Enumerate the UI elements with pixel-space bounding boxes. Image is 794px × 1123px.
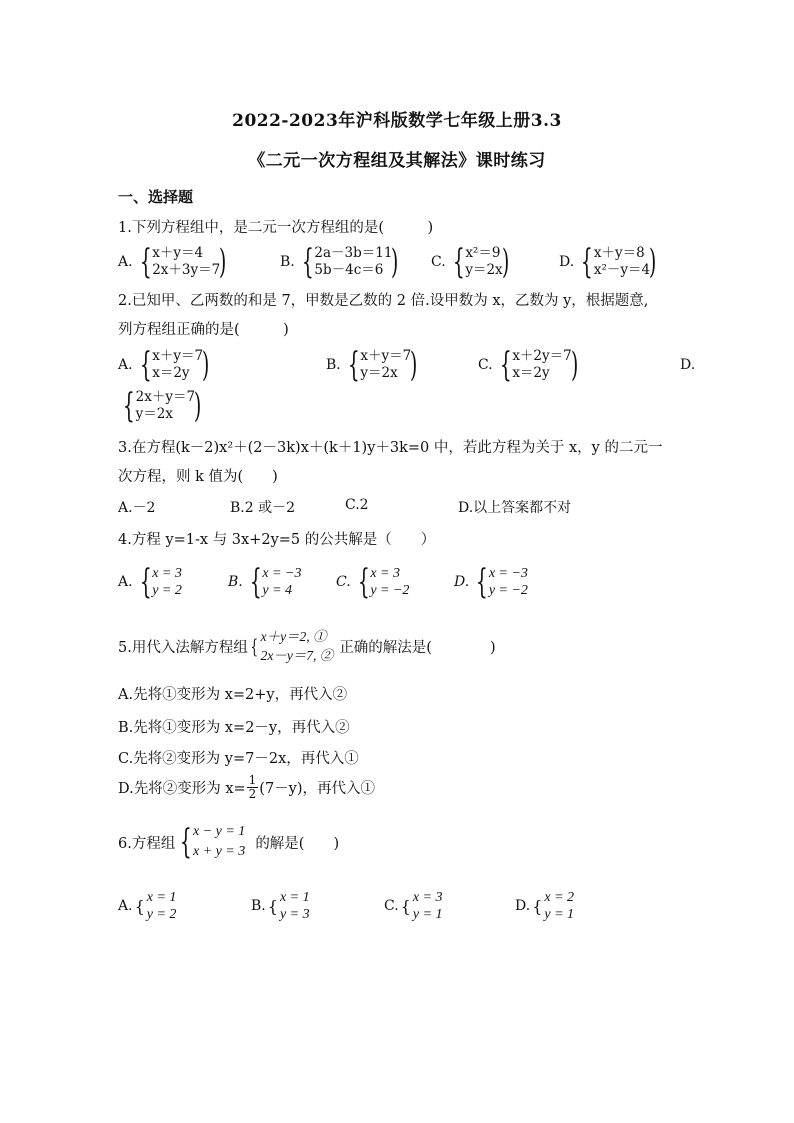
equation-system: { x = 3 y = 1 xyxy=(400,890,443,922)
equation-system: { x＋y＝7 x＝2y ) xyxy=(139,345,210,385)
equation-system: { x = 2 y = 1 xyxy=(532,890,575,922)
q1-options xyxy=(118,242,718,282)
q4-option-c: C. { x = 3 y = −2 xyxy=(336,562,410,602)
q2-option-a: A. { x＋y＝7 x＝2y ) xyxy=(118,345,212,385)
q2-stem-line-1: 2.已知甲、乙两数的和是 7，甲数是乙数的 2 倍.设甲数为 x，乙数为 y，根据题意, xyxy=(118,293,649,309)
q3-stem-line-2: 次方程，则 k 值为( ) xyxy=(118,469,278,485)
equation-system: { x = −3 y = 4 xyxy=(249,562,302,602)
equation-system: { x＋y＝4 2x＋3y＝7 ) xyxy=(139,242,227,282)
q4-option-b: B. { x = −3 y = 4 xyxy=(228,562,302,602)
equation-system: { x＋y＝7 y＝2x ) xyxy=(347,345,418,385)
q4-stem: 4.方程 y=1-x 与 3x+2y=5 的公共解是（ ） xyxy=(118,532,436,548)
q5-option-d: D.先将②变形为 x= $\frac{1}{2}$ (7－y)，再代入① xyxy=(118,773,376,801)
q2-option-d xyxy=(118,386,718,426)
equation-system: { x = 3 y = −2 xyxy=(357,562,410,602)
q2-options xyxy=(118,345,718,385)
q4-options xyxy=(118,562,718,602)
q3-option-c: C.2 xyxy=(345,497,369,513)
equation-system: { 2x＋y＝7 y＝2x ) xyxy=(122,386,202,426)
q6-options xyxy=(118,886,718,926)
equation-system: { x＋y＝8 x²－y＝4 ) xyxy=(581,242,657,282)
equation-system: { x = 3 y = 2 xyxy=(139,562,182,602)
q5-option-c: C.先将②变形为 y=7－2x，再代入① xyxy=(118,751,359,767)
q1-option-b: B. { 2a－3b＝11 5b－4c＝6 ) xyxy=(280,242,402,282)
q4-option-a: A. { x = 3 y = 2 xyxy=(118,562,182,602)
q1-option-c: C. { x²＝9 y＝2x ) xyxy=(431,242,512,282)
equation-system: { x＋2y＝7 x＝2y ) xyxy=(499,345,579,385)
q3-stem-line-1: 3.在方程(k－2)x²＋(2－3k)x＋(k＋1)y＋3k=0 中，若此方程为关于 x，y 的二元一 xyxy=(118,440,663,456)
q2-stem-line-2: 列方程组正确的是( ) xyxy=(118,322,289,338)
fraction: $\frac{1}{2}$ xyxy=(248,773,257,801)
equation-system: { x = −3 y = −2 xyxy=(476,562,528,602)
q3-option-a: A.－2 xyxy=(118,500,156,516)
q3-option-b: B.2 或－2 xyxy=(230,500,296,516)
q6-stem: 6.方程组 { x − y = 1 x + y = 3 的解是( ) xyxy=(118,822,340,862)
q1-option-d: D. { x＋y＝8 x²－y＝4 ) xyxy=(559,242,659,282)
equation-system: { x = 1 y = 3 xyxy=(267,890,310,922)
q2-option-c: C. { x＋2y＝7 x＝2y ) xyxy=(478,345,581,385)
q2-option-b: B. { x＋y＝7 y＝2x ) xyxy=(326,345,421,385)
q6-option-a: A. { x = 1 y = 2 xyxy=(118,890,177,922)
q1-stem: 1.下列方程组中，是二元一次方程组的是( ) xyxy=(118,220,434,236)
q3-option-d: D.以上答案都不对 xyxy=(458,500,572,516)
q5-option-a: A.先将①变形为 x=2+y，再代入② xyxy=(118,687,348,703)
q6-option-b: B. { x = 1 y = 3 xyxy=(251,890,310,922)
q1-option-a: A. { x＋y＝4 2x＋3y＝7 ) xyxy=(118,242,229,282)
equation-system: { x²＝9 y＝2x ) xyxy=(452,242,509,282)
equation-system: { x = 1 y = 2 xyxy=(134,890,177,922)
q5-option-b: B.先将①变形为 x=2－y，再代入② xyxy=(118,720,350,736)
q4-option-d: D. { x = −3 y = −2 xyxy=(454,562,528,602)
equation-system: { 2a－3b＝11 5b－4c＝6 ) xyxy=(301,242,399,282)
q5-stem: 5.用代入法解方程组 { x＋y＝2, ① 2x－y＝7, ② 正确的解法是( ) xyxy=(118,629,496,663)
title-line-2: 《二元一次方程组及其解法》课时练习 xyxy=(248,151,546,171)
section-heading: 一、选择题 xyxy=(118,188,194,206)
title-line-1: 2022-2023年沪科版数学七年级上册3.3 xyxy=(232,111,562,131)
equation-system: { x＋y＝2, ① 2x－y＝7, ② xyxy=(250,629,334,663)
q6-option-c: C. { x = 3 y = 1 xyxy=(384,890,443,922)
equation-system: { x − y = 1 x + y = 3 xyxy=(180,822,246,862)
q6-option-d: D. { x = 2 y = 1 xyxy=(515,890,575,922)
q2-option-d-label: D. xyxy=(680,357,696,373)
